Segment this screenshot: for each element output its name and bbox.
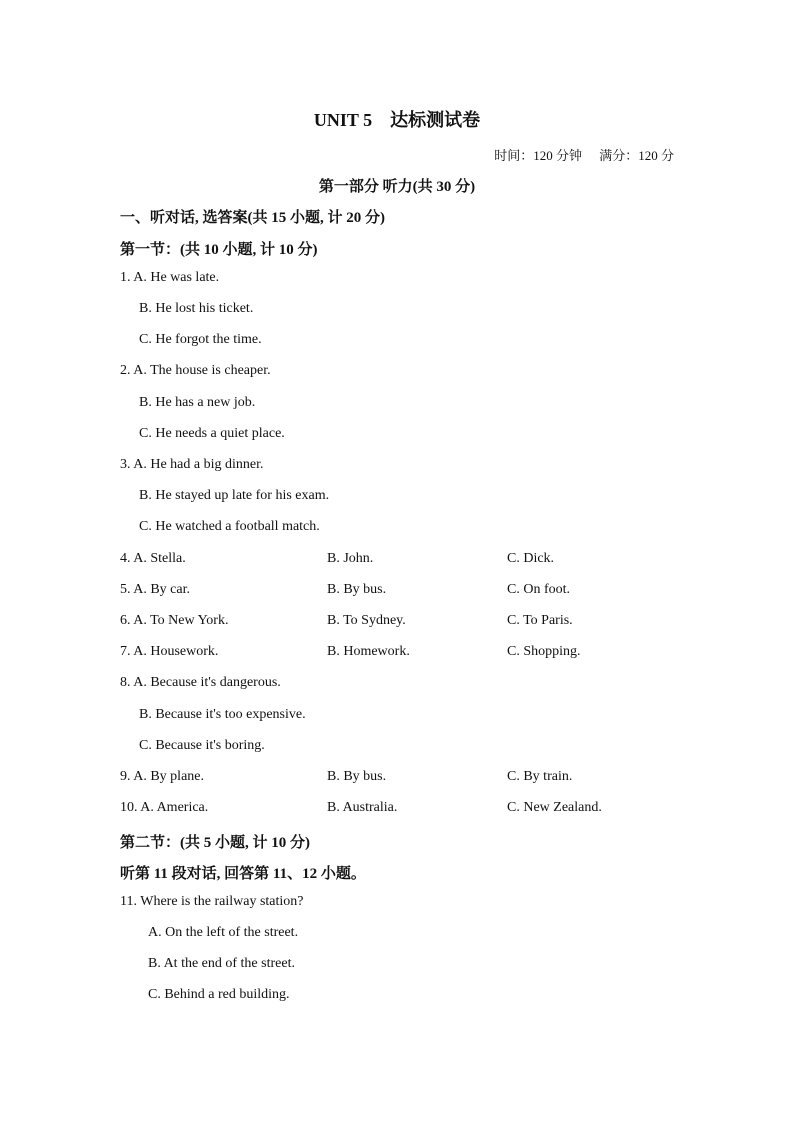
question-1-option-c: C. He forgot the time. bbox=[139, 332, 262, 347]
question-6-option-a: 6. A. To New York. bbox=[120, 613, 229, 628]
question-7 bbox=[120, 644, 680, 664]
question-10-option-c: C. New Zealand. bbox=[507, 800, 602, 815]
section-heading: 一、听对话, 选答案(共 15 小题, 计 20 分) bbox=[120, 210, 385, 226]
question-3-option-b: B. He stayed up late for his exam. bbox=[139, 488, 330, 503]
question-7-option-c: C. Shopping. bbox=[507, 644, 581, 659]
question-6-option-b: B. To Sydney. bbox=[327, 613, 406, 628]
question-9 bbox=[120, 769, 680, 789]
question-7-option-a: 7. A. Housework. bbox=[120, 644, 219, 659]
question-4-option-c: C. Dick. bbox=[507, 551, 555, 566]
question-11-stem: 11. Where is the railway station? bbox=[120, 894, 304, 909]
question-2-option-b: B. He has a new job. bbox=[139, 395, 256, 410]
question-5-option-c: C. On foot. bbox=[507, 582, 570, 597]
question-10-option-a: 10. A. America. bbox=[120, 800, 209, 815]
question-3-option-c: C. He watched a football match. bbox=[139, 519, 320, 534]
question-4-option-a: 4. A. Stella. bbox=[120, 551, 186, 566]
question-5-option-a: 5. A. By car. bbox=[120, 582, 190, 597]
page-title: UNIT 5 达标测试卷 bbox=[313, 110, 481, 130]
question-6-option-c: C. To Paris. bbox=[507, 613, 573, 628]
part-title: 第一部分 听力(共 30 分) bbox=[318, 179, 476, 195]
subsection-heading-2: 第二节：(共 5 小题, 计 10 分) bbox=[120, 835, 310, 851]
question-8-option-c: C. Because it's boring. bbox=[139, 738, 265, 753]
question-6 bbox=[120, 613, 680, 633]
question-4-option-b: B. John. bbox=[327, 551, 374, 566]
question-10 bbox=[120, 800, 680, 820]
exam-meta bbox=[494, 145, 674, 164]
question-8-option-b: B. Because it's too expensive. bbox=[139, 707, 306, 722]
question-1-option-b: B. He lost his ticket. bbox=[139, 301, 254, 316]
question-11-option-a: A. On the left of the street. bbox=[148, 925, 299, 940]
question-8-option-a: 8. A. Because it's dangerous. bbox=[120, 675, 281, 690]
question-11-option-c: C. Behind a red building. bbox=[148, 987, 290, 1002]
subsection-heading-1: 第一节：(共 10 小题, 计 10 分) bbox=[120, 242, 318, 258]
time-limit: 时间：120 分钟 bbox=[494, 148, 582, 163]
question-7-option-b: B. Homework. bbox=[327, 644, 410, 659]
question-1-option-a: 1. A. He was late. bbox=[120, 270, 220, 285]
question-5 bbox=[120, 582, 680, 602]
question-2-option-a: 2. A. The house is cheaper. bbox=[120, 363, 271, 378]
question-9-option-b: B. By bus. bbox=[327, 769, 387, 784]
question-9-option-c: C. By train. bbox=[507, 769, 573, 784]
instruction-dialog-11: 听第 11 段对话, 回答第 11、12 小题。 bbox=[120, 866, 366, 882]
question-10-option-b: B. Australia. bbox=[327, 800, 398, 815]
full-score: 满分：120 分 bbox=[599, 148, 674, 163]
question-2-option-c: C. He needs a quiet place. bbox=[139, 426, 285, 441]
question-3-option-a: 3. A. He had a big dinner. bbox=[120, 457, 264, 472]
question-9-option-a: 9. A. By plane. bbox=[120, 769, 204, 784]
question-4 bbox=[120, 551, 680, 571]
question-5-option-b: B. By bus. bbox=[327, 582, 387, 597]
question-11-option-b: B. At the end of the street. bbox=[148, 956, 295, 971]
